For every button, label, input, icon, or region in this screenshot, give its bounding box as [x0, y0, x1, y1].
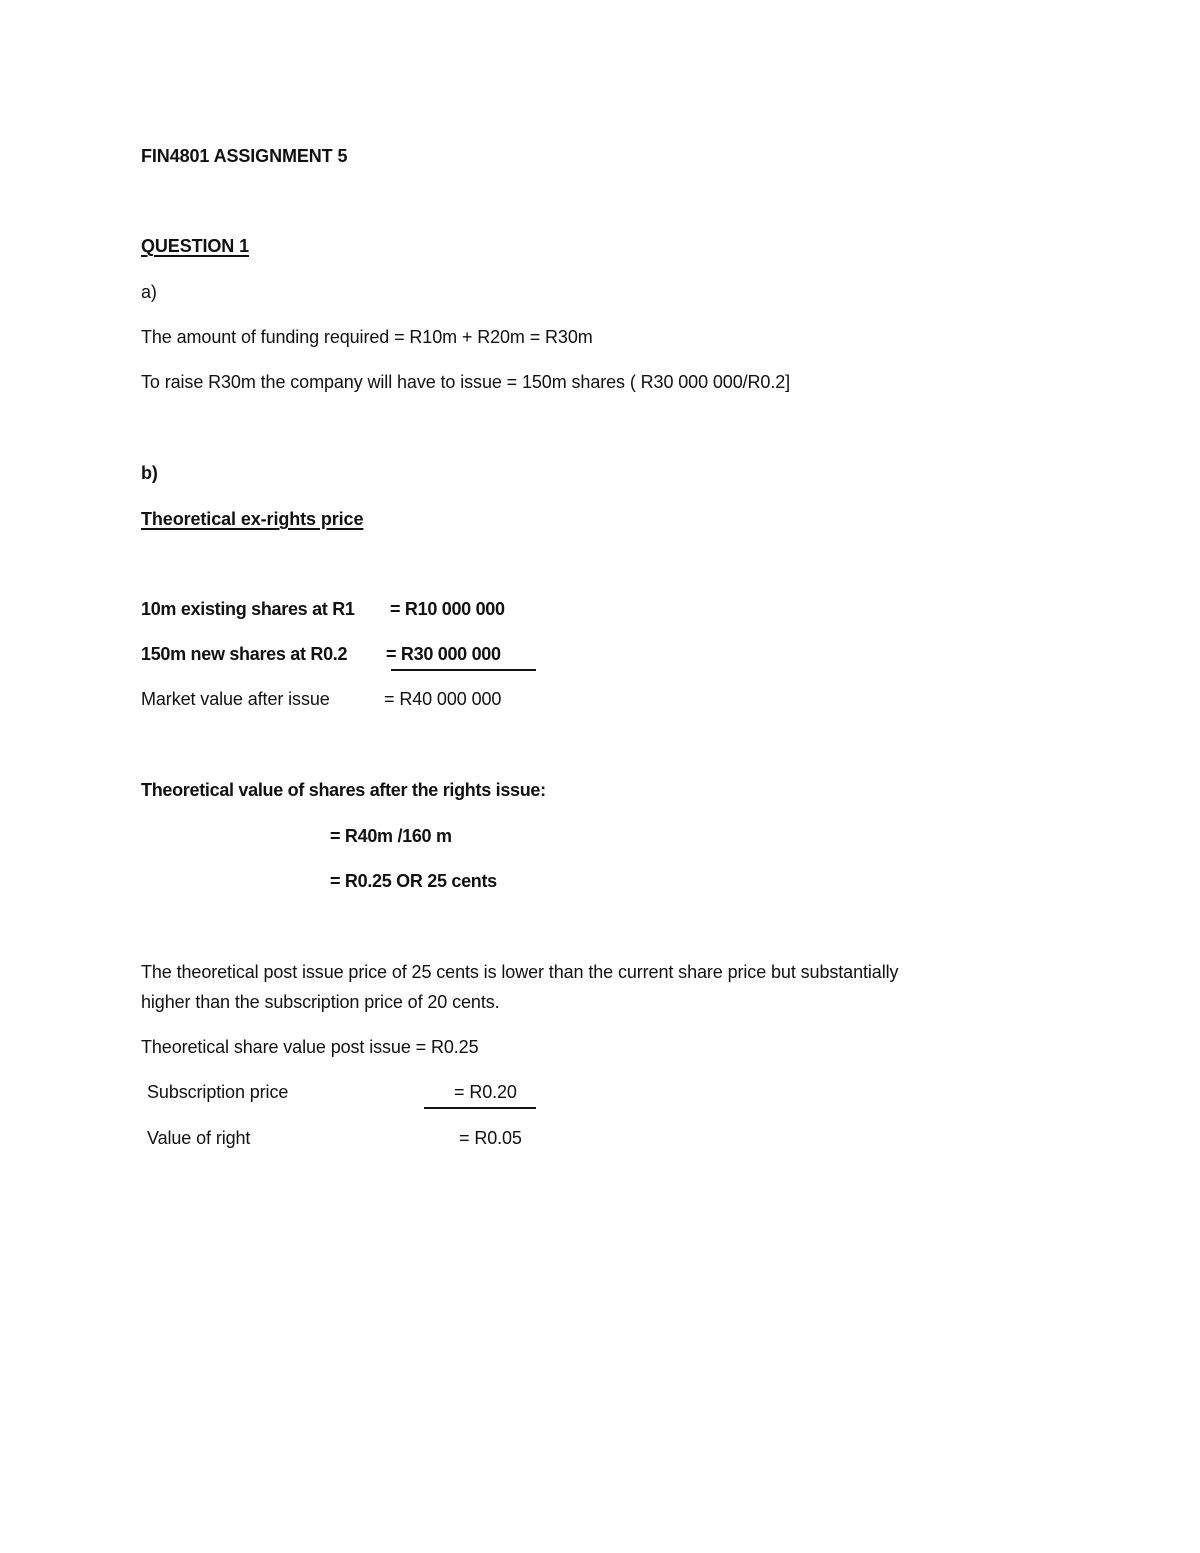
post-issue-value: Theoretical share value post issue = R0.25	[141, 1037, 479, 1057]
value-of-right-label: Value of right	[147, 1128, 251, 1148]
calc-row-value: = R30 000 000	[386, 644, 501, 664]
ex-rights-heading: Theoretical ex-rights price	[141, 509, 364, 529]
part-a-label: a)	[141, 282, 157, 302]
sum-rule	[391, 669, 536, 671]
calc-row-label: 10m existing shares at R1	[141, 599, 355, 619]
subscription-price-value: = R0.20	[454, 1082, 517, 1102]
commentary-line-2: higher than the subscription price of 20 cents.	[141, 992, 500, 1012]
question-heading: QUESTION 1	[141, 236, 250, 256]
commentary-line-1: The theoretical post issue price of 25 cents is lower than the current share price but substantially	[141, 962, 899, 982]
subscription-price-label: Subscription price	[147, 1082, 289, 1102]
shares-to-issue-line: To raise R30m the company will have to issue = 150m shares ( R30 000 000/R0.2]	[141, 372, 791, 392]
theoretical-value-label: Theoretical value of shares after the rights issue:	[141, 780, 546, 800]
value-of-right-value: = R0.05	[459, 1128, 522, 1148]
document-title: FIN4801 ASSIGNMENT 5	[141, 146, 348, 166]
funding-required-line: The amount of funding required = R10m + R20m = R30m	[141, 327, 593, 347]
calc-row-value: = R40 000 000	[384, 689, 502, 709]
calc-row-value: = R10 000 000	[390, 599, 505, 619]
theoretical-step-1: = R40m /160 m	[330, 826, 452, 846]
difference-rule	[424, 1107, 536, 1109]
calc-row-label: Market value after issue	[141, 689, 330, 709]
part-b-label: b)	[141, 463, 158, 483]
calc-row-label: 150m new shares at R0.2	[141, 644, 348, 664]
theoretical-step-2: = R0.25 OR 25 cents	[330, 871, 497, 891]
